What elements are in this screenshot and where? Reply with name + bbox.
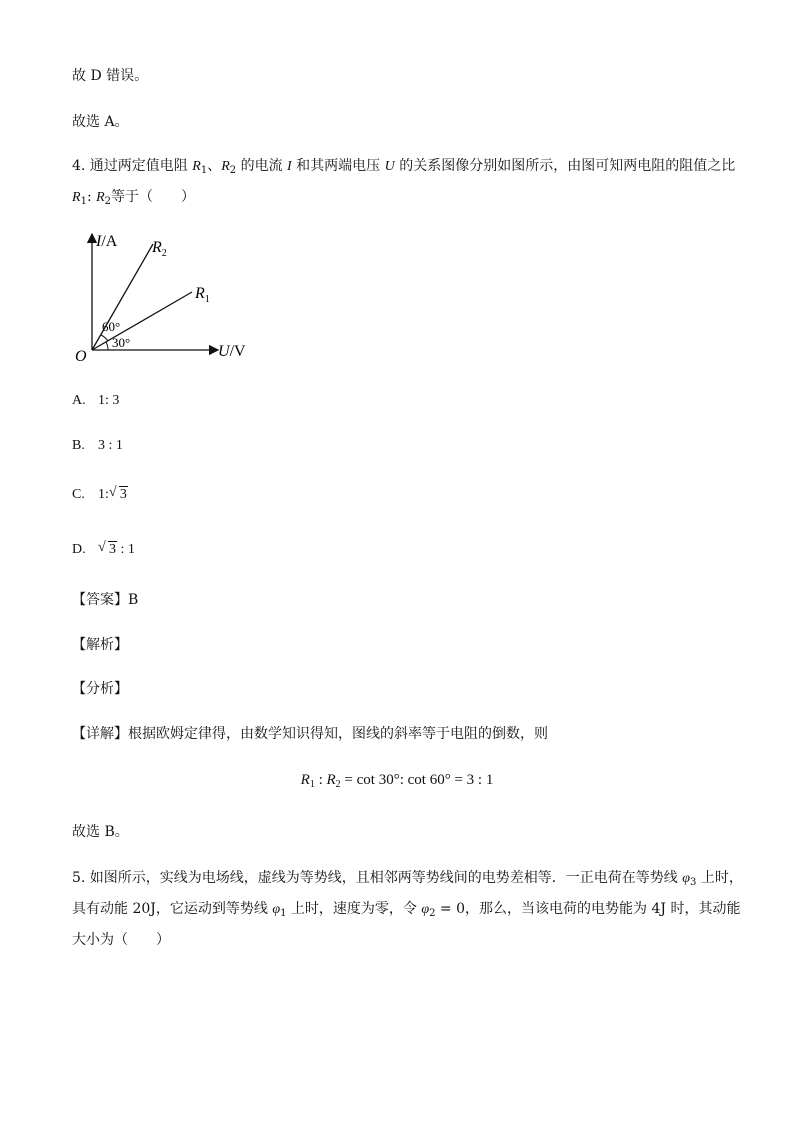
jiexi-heading: 【解析】 [72, 637, 128, 653]
iu-graph-diagram [70, 228, 270, 368]
y-axis-label: I/A [96, 233, 118, 250]
q4-stem-line2: $R_1$: $R_2$等于（ ） [72, 189, 196, 207]
fenxi-heading: 【分析】 [72, 681, 128, 697]
q5-line3: 大小为（ ） [72, 932, 170, 948]
xiangjie-line: 【详解】根据欧姆定律得，由数学知识得知，图线的斜率等于电阻的倒数，则 [72, 726, 548, 742]
q4-stem-line1: 4. 通过两定值电阻 $R_1$、$R_2$ 的电流 I 和其两端电压 U 的关系图像分别如图所示，由图可知两电阻的阻值之比 [72, 158, 736, 176]
option-d[interactable]: D.√ 3 : 1 [72, 540, 135, 560]
origin-label: O [75, 348, 87, 365]
option-a[interactable]: A. 1: 3 [72, 393, 120, 408]
angle-arc-60 [101, 335, 108, 341]
prev-conclusion-1: 故 D 错误。 [72, 68, 149, 84]
q5-line2: 具有动能 20J，它运动到等势线 $\varphi_1$ 上时，速度为零，令 $\varphi_2 = 0$，那么，当该电荷的电势能为 4J 时，其动能 [72, 901, 741, 919]
option-c[interactable]: C. 1:√ 3 [72, 485, 128, 505]
q5-line1: 5. 如图所示，实线为电场线，虚线为等势线，且相邻两等势线间的电势差相等．一正电荷在等势线 $\varphi_3$ 上时， [72, 870, 743, 888]
angle-30-label: 30° [112, 335, 131, 350]
x-axis-label: U/V [218, 343, 246, 360]
r2-label: $R_2$ [152, 239, 167, 259]
angle-arc-30 [106, 342, 108, 350]
r1-label: $R_1$ [195, 285, 210, 305]
answer-line: 【答案】B [72, 592, 139, 608]
conclusion-line: 故选 B。 [72, 824, 129, 840]
angle-60-label: 60° [102, 319, 121, 334]
option-b[interactable]: B. 3 : 1 [72, 438, 123, 453]
prev-conclusion-2: 故选 A。 [72, 114, 129, 130]
ratio-formula: $R_1$ : $R_2 = \cot 30^\circ$: cot 60° = 3 : 1 [300, 772, 494, 790]
